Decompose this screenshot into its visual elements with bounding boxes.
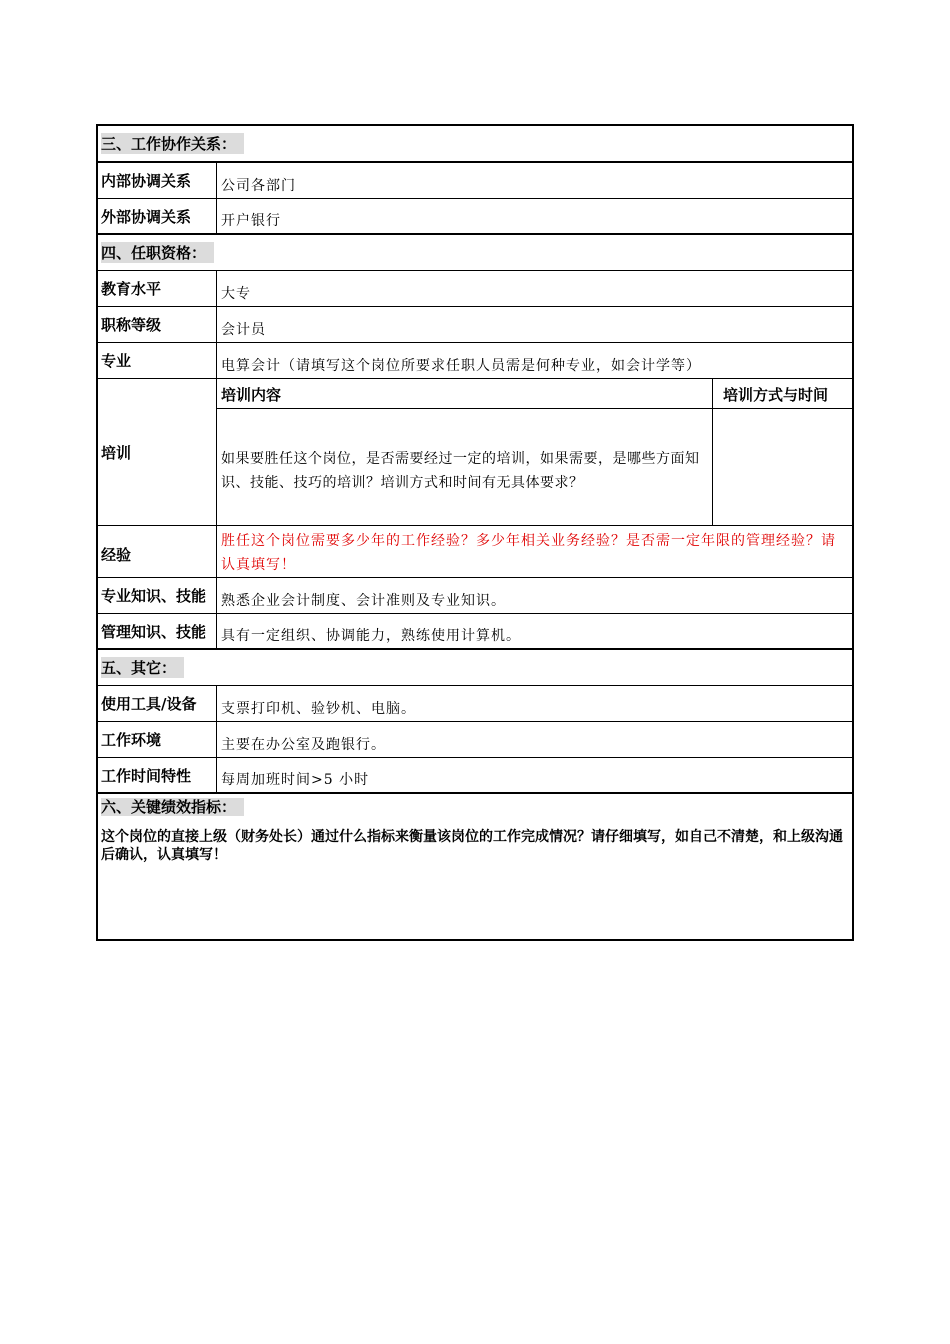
training-content-column bbox=[217, 379, 713, 525]
label-training: 培训 bbox=[98, 379, 217, 525]
label-environment: 工作环境 bbox=[98, 722, 217, 757]
value-management-skills: 具有一定组织、协调能力，熟练使用计算机。 bbox=[221, 628, 521, 644]
value-major: 电算会计（请填写这个岗位所要求任职人员需是何种专业，如会计学等） bbox=[221, 358, 701, 374]
value-tools: 支票打印机、验钞机、电脑。 bbox=[221, 701, 416, 717]
section-title-other: 五、其它： bbox=[101, 657, 184, 678]
section-header-cooperation bbox=[98, 126, 852, 163]
row-internal-coordination bbox=[98, 163, 852, 199]
section-header-qualifications bbox=[98, 235, 852, 271]
job-description-table bbox=[96, 124, 854, 941]
row-environment bbox=[98, 722, 852, 758]
row-management-skills bbox=[98, 614, 852, 650]
row-education bbox=[98, 271, 852, 307]
value-professional-skills: 熟悉企业会计制度、会计准则及专业知识。 bbox=[221, 593, 506, 609]
label-education: 教育水平 bbox=[98, 271, 217, 306]
value-work-time: 每周加班时间>5 小时 bbox=[221, 772, 370, 788]
row-experience bbox=[98, 526, 852, 578]
section-title-qualifications: 四、任职资格： bbox=[101, 242, 214, 263]
value-education: 大专 bbox=[221, 286, 251, 302]
label-external-coordination: 外部协调关系 bbox=[98, 199, 217, 233]
training-method-header: 培训方式与时间 bbox=[713, 379, 852, 409]
label-tools: 使用工具/设备 bbox=[98, 686, 217, 721]
label-work-time: 工作时间特性 bbox=[98, 758, 217, 792]
training-method-column bbox=[713, 379, 852, 525]
value-title-level: 会计员 bbox=[221, 322, 266, 338]
label-management-skills: 管理知识、技能 bbox=[98, 614, 217, 648]
section-title-kpi: 六、关键绩效指标： bbox=[101, 798, 244, 816]
training-method-text bbox=[713, 409, 852, 447]
training-content-text: 如果要胜任这个岗位，是否需要经过一定的培训，如果需要，是哪些方面知识、技能、技巧的培训？培训方式和时间有无具体要求？ bbox=[221, 451, 700, 491]
section-header-other bbox=[98, 650, 852, 686]
row-professional-skills bbox=[98, 578, 852, 614]
value-experience: 胜任这个岗位需要多少年的工作经验？多少年相关业务经验？是否需一定年限的管理经验？请认真填写！ bbox=[221, 533, 836, 573]
section-kpi bbox=[98, 794, 852, 939]
row-training bbox=[98, 379, 852, 526]
row-tools bbox=[98, 686, 852, 722]
section-title-cooperation: 三、工作协作关系： bbox=[101, 133, 244, 154]
row-title-level bbox=[98, 307, 852, 343]
label-professional-skills: 专业知识、技能 bbox=[98, 578, 217, 613]
value-internal-coordination: 公司各部门 bbox=[221, 178, 296, 194]
label-experience: 经验 bbox=[98, 526, 217, 577]
label-major: 专业 bbox=[98, 343, 217, 378]
row-external-coordination bbox=[98, 199, 852, 235]
value-external-coordination: 开户银行 bbox=[221, 213, 281, 229]
value-environment: 主要在办公室及跑银行。 bbox=[221, 737, 386, 753]
training-content-header: 培训内容 bbox=[217, 379, 712, 409]
row-work-time bbox=[98, 758, 852, 794]
label-title-level: 职称等级 bbox=[98, 307, 217, 342]
row-major bbox=[98, 343, 852, 379]
kpi-description: 这个岗位的直接上级（财务处长）通过什么指标来衡量该岗位的工作完成情况？请仔细填写，如自己不清楚，和上级沟通后确认，认真填写！ bbox=[101, 829, 843, 863]
label-internal-coordination: 内部协调关系 bbox=[98, 163, 217, 198]
